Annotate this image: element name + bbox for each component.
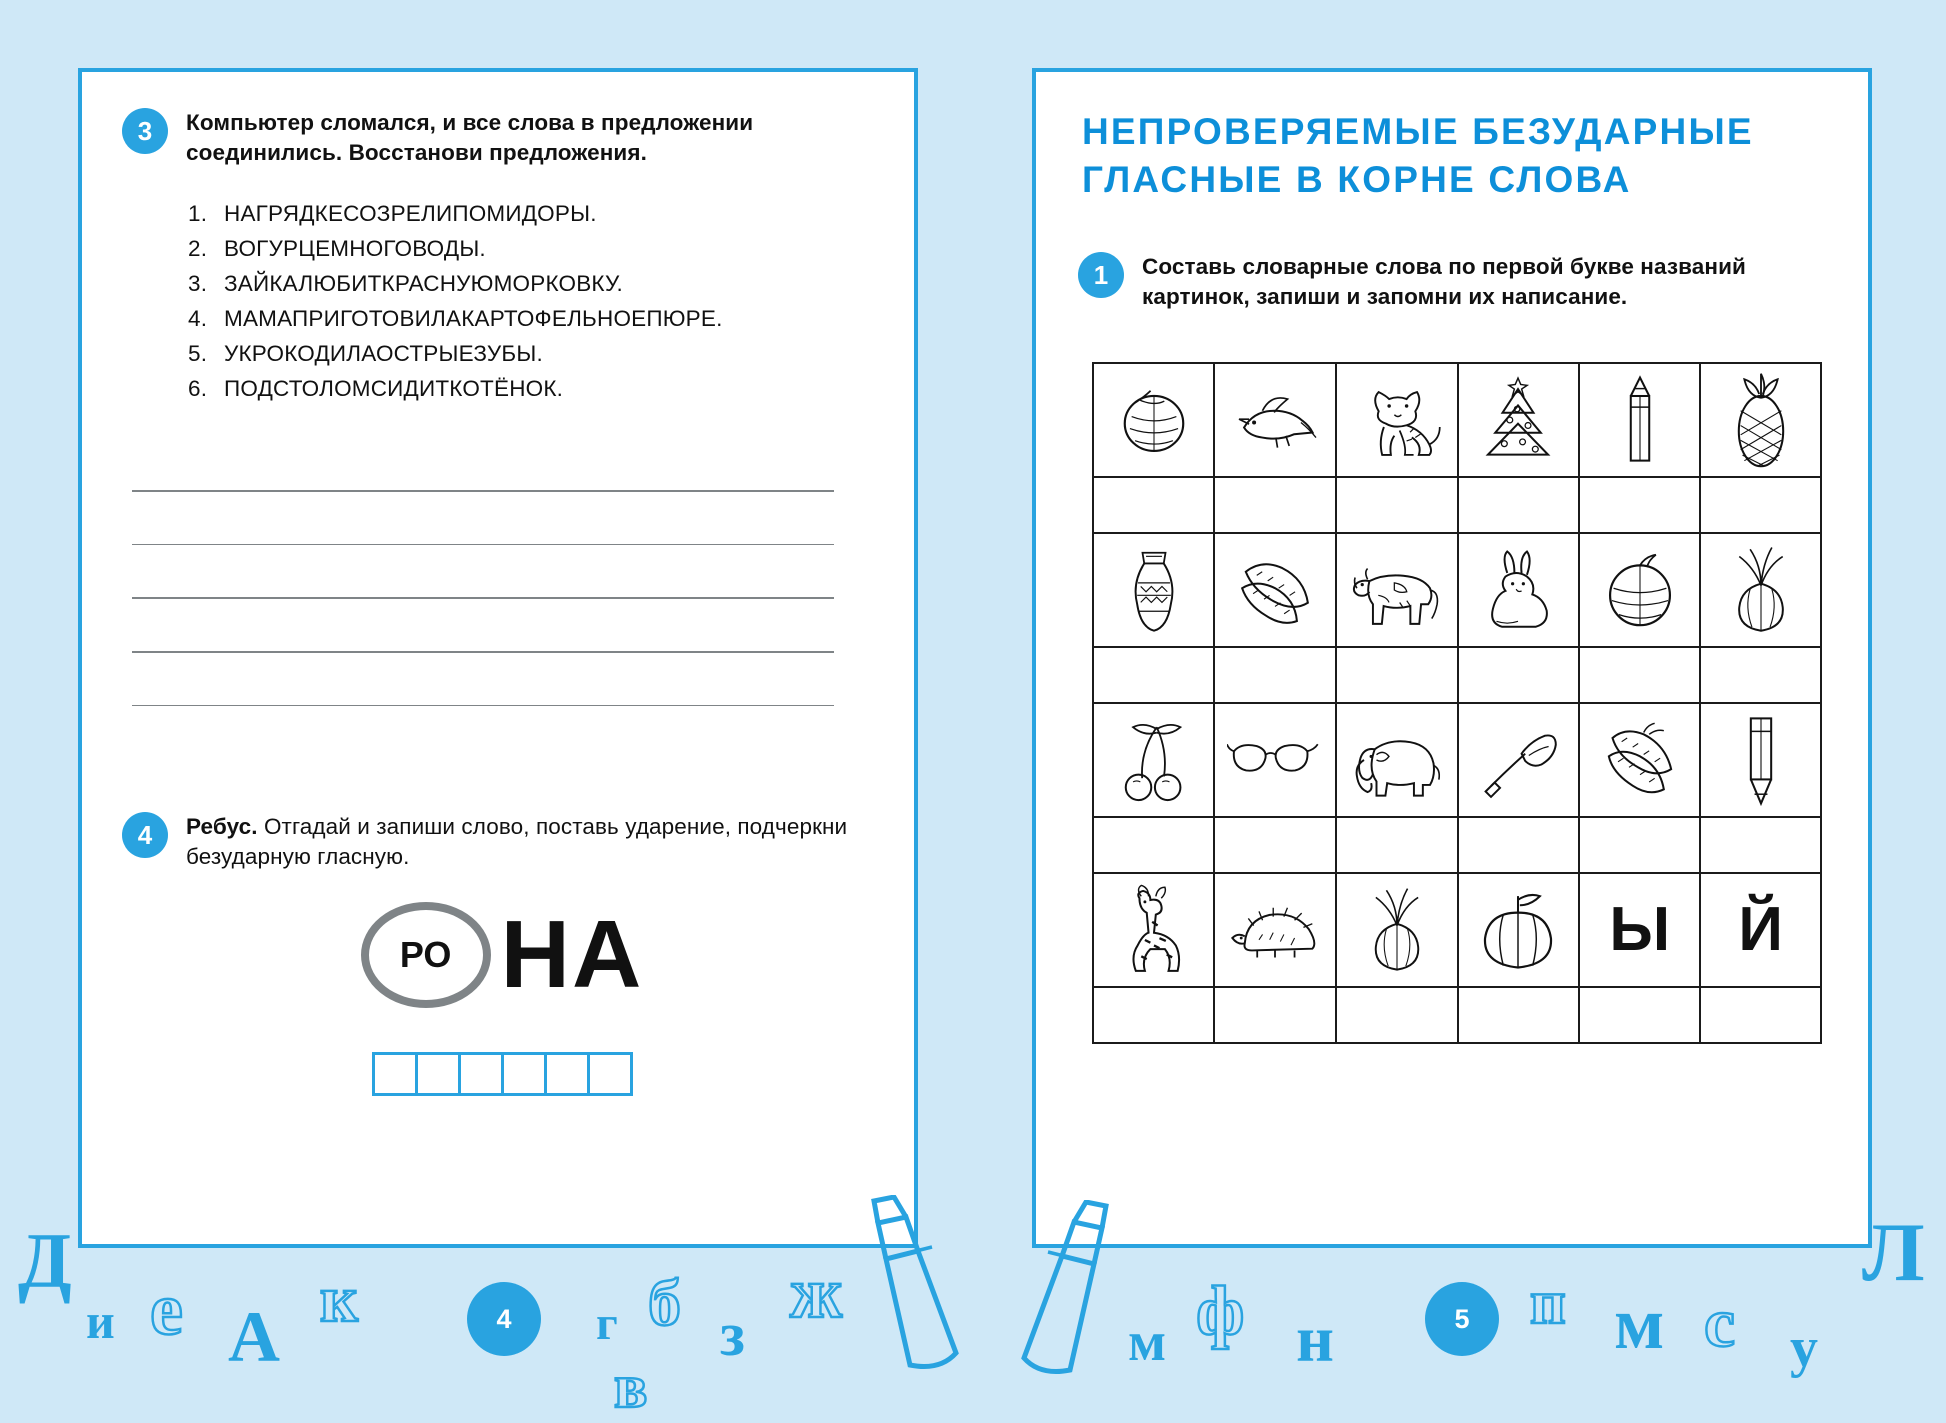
decor-letter: з	[720, 1301, 745, 1369]
answer-cell[interactable]	[458, 1052, 504, 1096]
task-3-instruction: Компьютер сломался, и все слова в предложении соединились. Восстанови предложения.	[186, 110, 754, 165]
list-item	[188, 271, 882, 297]
decor-letter: у	[1790, 1317, 1818, 1379]
vase-icon	[1123, 542, 1185, 638]
cell-pencil	[1579, 363, 1700, 477]
hare-icon	[1475, 546, 1561, 634]
watermelon-icon	[1596, 546, 1684, 634]
cell-tiger	[1336, 363, 1458, 477]
hedgehog-icon	[1227, 895, 1323, 965]
answer-cell[interactable]	[1214, 987, 1336, 1043]
answer-cell[interactable]	[1700, 987, 1821, 1043]
decor-letter: н	[1296, 1303, 1335, 1376]
right-page	[1032, 68, 1872, 1248]
answer-cell[interactable]	[1336, 477, 1458, 533]
fir-tree-icon	[1477, 374, 1559, 466]
cell-elephant	[1336, 703, 1458, 817]
rebus-answer-boxes[interactable]	[82, 1052, 922, 1096]
decor-letter: Д	[18, 1217, 72, 1304]
answer-cell[interactable]	[1336, 647, 1458, 703]
task-1-header	[1078, 252, 1848, 311]
list-item	[188, 376, 882, 402]
list-item-text: ВОГУРЦЕМНОГОВОДЫ.	[224, 236, 486, 262]
table-row	[1093, 363, 1821, 477]
table-row	[1093, 477, 1821, 533]
task-4-instruction	[186, 812, 876, 871]
cell-cucumber	[1579, 703, 1700, 817]
decor-letter: А	[228, 1297, 280, 1377]
letter-short-i-cell: Й	[1700, 873, 1821, 987]
pencil-icon	[1619, 372, 1661, 468]
cucumber-icon	[1229, 548, 1321, 632]
cell-cherry	[1093, 703, 1214, 817]
answer-cell[interactable]	[1336, 987, 1458, 1043]
writing-line[interactable]	[132, 597, 834, 599]
answer-cell[interactable]	[1579, 817, 1700, 873]
giraffe-icon	[1114, 881, 1194, 979]
list-item-number: 2.	[188, 236, 208, 262]
answer-cell[interactable]	[544, 1052, 590, 1096]
letter-y-cell: Ы	[1579, 873, 1700, 987]
answer-cell[interactable]	[1093, 647, 1214, 703]
elephant-icon	[1347, 719, 1447, 801]
task-1-instruction: Составь словарные слова по первой букве названий картинок, запиши и запомни их написание.	[1142, 254, 1746, 309]
rebus-puzzle	[82, 902, 922, 1008]
cell-watermelon	[1579, 533, 1700, 647]
cell-vase	[1093, 533, 1214, 647]
list-item-number: 1.	[188, 201, 208, 227]
answer-cell[interactable]	[1579, 477, 1700, 533]
table-row	[1093, 817, 1821, 873]
list-item-number: 4.	[188, 306, 208, 332]
decor-letter: г	[596, 1297, 618, 1350]
cell-pencil	[1700, 703, 1821, 817]
cell-hedgehog	[1214, 873, 1336, 987]
list-item	[188, 306, 882, 332]
cow-icon	[1347, 549, 1447, 631]
answer-cell[interactable]	[1700, 817, 1821, 873]
cell-onion	[1700, 533, 1821, 647]
cell-bird	[1214, 363, 1336, 477]
cherry-icon	[1113, 714, 1195, 806]
pumpkin-icon	[1472, 887, 1564, 973]
decor-letter: Л	[1862, 1206, 1925, 1299]
table-row	[1093, 873, 1821, 987]
page-number-left: 4	[467, 1282, 541, 1356]
decor-letter: с	[1704, 1285, 1736, 1362]
list-item-number: 3.	[188, 271, 208, 297]
cell-pineapple	[1700, 363, 1821, 477]
pencil-icon	[1739, 711, 1783, 809]
answer-cell[interactable]	[1579, 987, 1700, 1043]
page-title: НЕПРОВЕРЯЕМЫЕ БЕЗУДАРНЫЕ ГЛАСНЫЕ В КОРНЕ СЛОВА	[1082, 111, 1754, 201]
decor-letter: к	[320, 1263, 359, 1336]
list-item-text: ЗАЙКАЛЮБИТКРАСНУЮМОРКОВКУ.	[224, 271, 623, 297]
decor-letter: ф	[1196, 1273, 1245, 1350]
cell-cucumber	[1214, 533, 1336, 647]
cell-glasses	[1214, 703, 1336, 817]
writing-line[interactable]	[132, 490, 834, 492]
answer-cell[interactable]	[1700, 477, 1821, 533]
list-item-number: 5.	[188, 341, 208, 367]
left-page	[78, 68, 918, 1248]
cell-onion	[1336, 873, 1458, 987]
table-row	[1093, 533, 1821, 647]
cell-fir-tree	[1458, 363, 1579, 477]
answer-cell[interactable]	[1093, 477, 1214, 533]
answer-cell[interactable]	[1214, 817, 1336, 873]
list-item-text: МАМАПРИГОТОВИЛАКАРТОФЕЛЬНОЕПЮРЕ.	[224, 306, 723, 332]
cell-giraffe	[1093, 873, 1214, 987]
table-row	[1093, 703, 1821, 817]
list-item-text: НАГРЯДКЕСОЗРЕЛИПОМИДОРЫ.	[224, 201, 597, 227]
task-3	[122, 108, 882, 411]
answer-cell[interactable]	[1700, 647, 1821, 703]
answer-cell[interactable]	[1336, 817, 1458, 873]
task-3-writing-lines[interactable]	[132, 490, 834, 758]
answer-cell[interactable]	[1458, 817, 1579, 873]
answer-cell[interactable]	[1458, 477, 1579, 533]
page-number-right: 5	[1425, 1282, 1499, 1356]
picture-grid	[1092, 362, 1822, 1044]
axe-icon	[1473, 717, 1563, 803]
task-3-number: 3	[122, 108, 168, 154]
glasses-icon	[1227, 732, 1323, 788]
list-item	[188, 236, 882, 262]
decor-letter: б	[648, 1267, 681, 1340]
cell-cow	[1336, 533, 1458, 647]
answer-cell[interactable]	[1093, 817, 1214, 873]
bird-icon	[1229, 380, 1321, 460]
watermelon-icon	[1111, 377, 1197, 463]
task-4-instruction-text: Отгадай и запиши слово, поставь ударение, подчеркни безударную гласную.	[186, 814, 848, 869]
answer-cell[interactable]	[501, 1052, 547, 1096]
pencil-decor-right-icon	[980, 1200, 1110, 1380]
pineapple-icon	[1724, 370, 1798, 470]
rebus-letters-na: НА	[500, 901, 644, 1008]
answer-cell[interactable]	[1214, 477, 1336, 533]
answer-cell[interactable]	[372, 1052, 418, 1096]
list-item	[188, 341, 882, 367]
writing-line[interactable]	[132, 544, 834, 546]
task-3-header	[122, 108, 882, 167]
table-row	[1093, 987, 1821, 1043]
decor-letter: е	[150, 1269, 183, 1351]
answer-cell[interactable]	[587, 1052, 633, 1096]
decor-letter: в	[614, 1353, 648, 1421]
cell-pumpkin	[1458, 873, 1579, 987]
list-item-text: ПОДСТОЛОМСИДИТКОТЁНОК.	[224, 376, 564, 402]
answer-cell[interactable]	[415, 1052, 461, 1096]
writing-line[interactable]	[132, 705, 834, 707]
task-3-sentence-list	[188, 201, 882, 402]
list-item	[188, 201, 882, 227]
decor-letter: п	[1530, 1269, 1566, 1337]
list-item-text: УКРОКОДИЛАОСТРЫЕЗУБЫ.	[224, 341, 543, 367]
answer-cell[interactable]	[1214, 647, 1336, 703]
task-4-number: 4	[122, 812, 168, 858]
decor-letter: и	[86, 1293, 115, 1349]
task-1	[1078, 252, 1848, 311]
onion-icon	[1360, 883, 1434, 977]
cell-watermelon	[1093, 363, 1214, 477]
decor-letter: ж	[790, 1253, 843, 1333]
writing-line[interactable]	[132, 651, 834, 653]
task-4	[122, 812, 882, 871]
task-4-label: Ребус.	[186, 814, 258, 839]
table-row	[1093, 647, 1821, 703]
cucumber-icon	[1596, 716, 1684, 804]
answer-cell[interactable]	[1093, 987, 1214, 1043]
cell-axe	[1458, 703, 1579, 817]
task-4-header	[122, 812, 882, 871]
decor-letter: м	[1614, 1283, 1665, 1365]
rebus-oval-ro: РО	[361, 902, 491, 1008]
list-item-number: 6.	[188, 376, 208, 402]
task-1-number: 1	[1078, 252, 1124, 298]
answer-cell[interactable]	[1579, 647, 1700, 703]
cell-hare	[1458, 533, 1579, 647]
answer-cell[interactable]	[1458, 647, 1579, 703]
answer-cell[interactable]	[1458, 987, 1579, 1043]
onion-icon	[1723, 543, 1799, 637]
tiger-icon	[1349, 376, 1445, 464]
decor-letter: м	[1128, 1311, 1167, 1373]
